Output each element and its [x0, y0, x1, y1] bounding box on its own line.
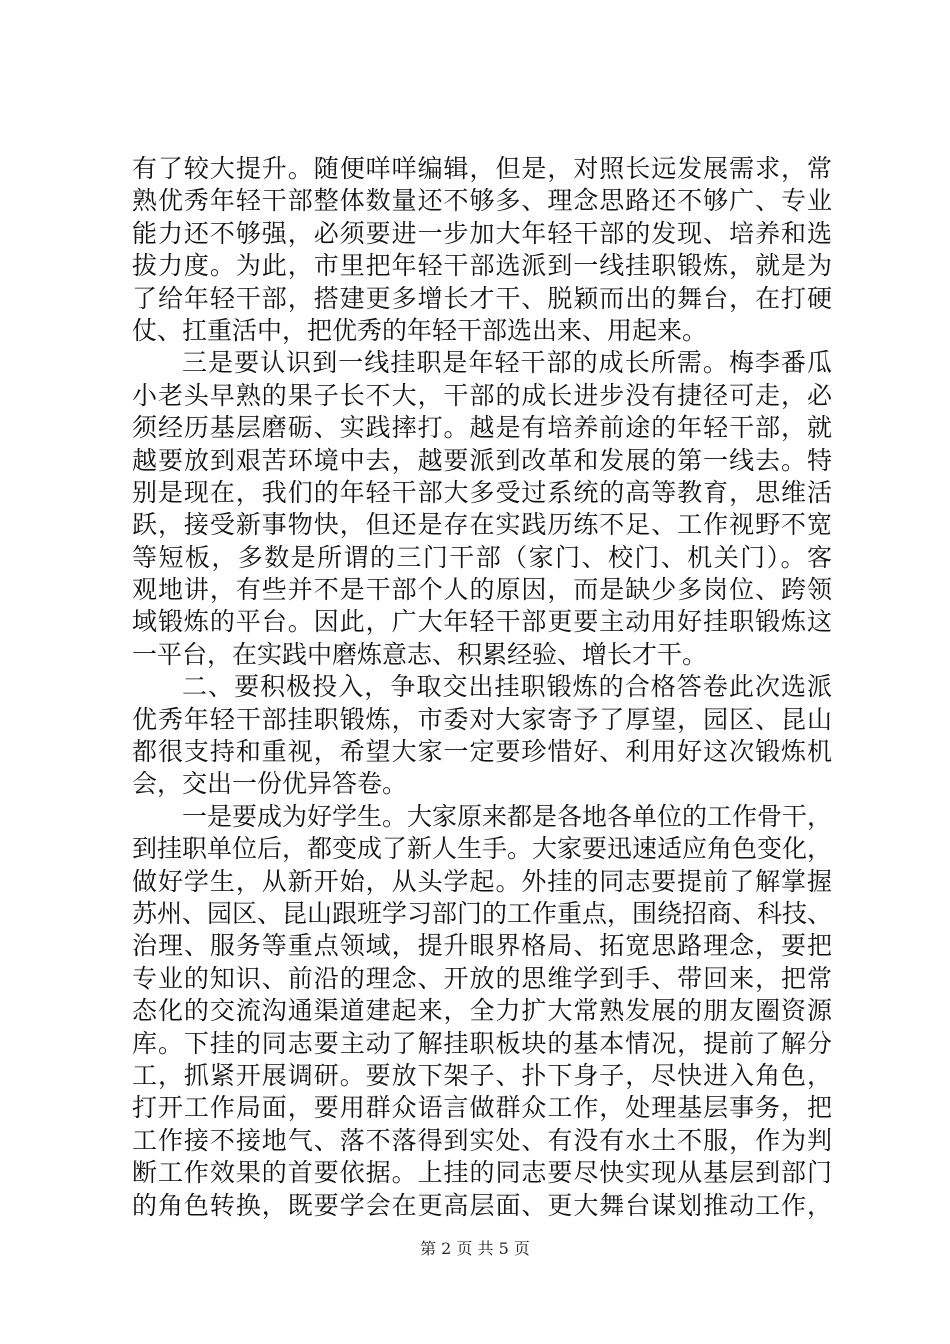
- text-line: 一是要成为好学生。大家原来都是各地各单位的工作骨干，: [182, 801, 833, 831]
- text-line: 苏州、园区、昆山跟班学习部门的工作重点，围绕招商、科技、: [132, 898, 833, 928]
- text-line: 治理、服务等重点领域，提升眼界格局、拓宽思路理念，要把: [132, 931, 832, 961]
- text-line: 仗、扛重活中，把优秀的年轻干部选出来、用起来。: [132, 315, 708, 345]
- text-line: 优秀年轻干部挂职锻炼，市委对大家寄予了厚望，园区、昆山: [132, 704, 832, 734]
- text-line: 库。下挂的同志要主动了解挂职板块的基本情况，提前了解分: [132, 1028, 832, 1058]
- text-line: 做好学生，从新开始，从头学起。外挂的同志要提前了解掌握: [132, 866, 832, 896]
- text-line: 的角色转换，既要学会在更高层面、更大舞台谋划推动工作，: [132, 1190, 832, 1220]
- text-line: 别是现在，我们的年轻干部大多受过系统的高等教育，思维活: [132, 477, 832, 507]
- text-line: 一平台，在实践中磨炼意志、积累经验、增长才干。: [132, 639, 708, 669]
- text-line: 拔力度。为此，市里把年轻干部选派到一线挂职锻炼，就是为: [132, 251, 832, 281]
- text-line: 三是要认识到一线挂职是年轻干部的成长所需。梅李番瓜: [182, 348, 832, 378]
- text-line: 有了较大提升。随便咩咩编辑，但是，对照长远发展需求，常: [132, 154, 832, 183]
- text-line: 都很支持和重视，希望大家一定要珍惜好、利用好这次锻炼机: [132, 737, 832, 767]
- page-footer: 第 2 页 共 5 页: [420, 1239, 530, 1258]
- text-line: 工，抓紧开展调研。要放下架子、扑下身子，尽快进入角色，: [132, 1060, 832, 1090]
- text-line: 熟优秀年轻干部整体数量还不够多、理念思路还不够广、专业: [132, 186, 832, 216]
- text-line: 工作接不接地气、落不落得到实处、有没有水土不服，作为判: [132, 1125, 832, 1155]
- text-line: 小老头早熟的果子长不大，干部的成长进步没有捷径可走，必: [132, 380, 832, 410]
- text-line: 二、要积极投入，争取交出挂职锻炼的合格答卷此次选派: [182, 672, 832, 702]
- text-line: 了给年轻干部，搭建更多增长才干、脱颖而出的舞台，在打硬: [132, 283, 832, 313]
- text-line: 越要放到艰苦环境中去，越要派到改革和发展的第一线去。特: [132, 445, 832, 475]
- text-line: 跃，接受新事物快，但还是存在实践历练不足、工作视野不宽: [132, 510, 832, 540]
- text-line: 观地讲，有些并不是干部个人的原因，而是缺少多岗位、跨领: [132, 575, 832, 605]
- text-line: 态化的交流沟通渠道建起来，全力扩大常熟发展的朋友圈资源: [132, 996, 832, 1026]
- text-line: 断工作效果的首要依据。上挂的同志要尽快实现从基层到部门: [132, 1158, 832, 1188]
- text-line: 等短板，多数是所谓的三门干部（家门、校门、机关门）。客: [132, 542, 832, 572]
- text-line: 域锻炼的平台。因此，广大年轻干部更要主动用好挂职锻炼这: [132, 607, 832, 637]
- text-line: 能力还不够强，必须要进一步加大年轻干部的发现、培养和选: [132, 218, 832, 248]
- text-line: 会，交出一份优异答卷。: [132, 769, 408, 799]
- text-line: 专业的知识、前沿的理念、开放的思维学到手、带回来，把常: [132, 963, 832, 993]
- text-line: 打开工作局面，要用群众语言做群众工作，处理基层事务，把: [132, 1093, 832, 1123]
- text-line: 须经历基层磨砺、实践摔打。越是有培养前途的年轻干部，就: [132, 413, 832, 443]
- body-text: [132, 153, 832, 1222]
- text-line: 到挂职单位后，都变成了新人生手。大家要迅速适应角色变化，: [132, 834, 833, 864]
